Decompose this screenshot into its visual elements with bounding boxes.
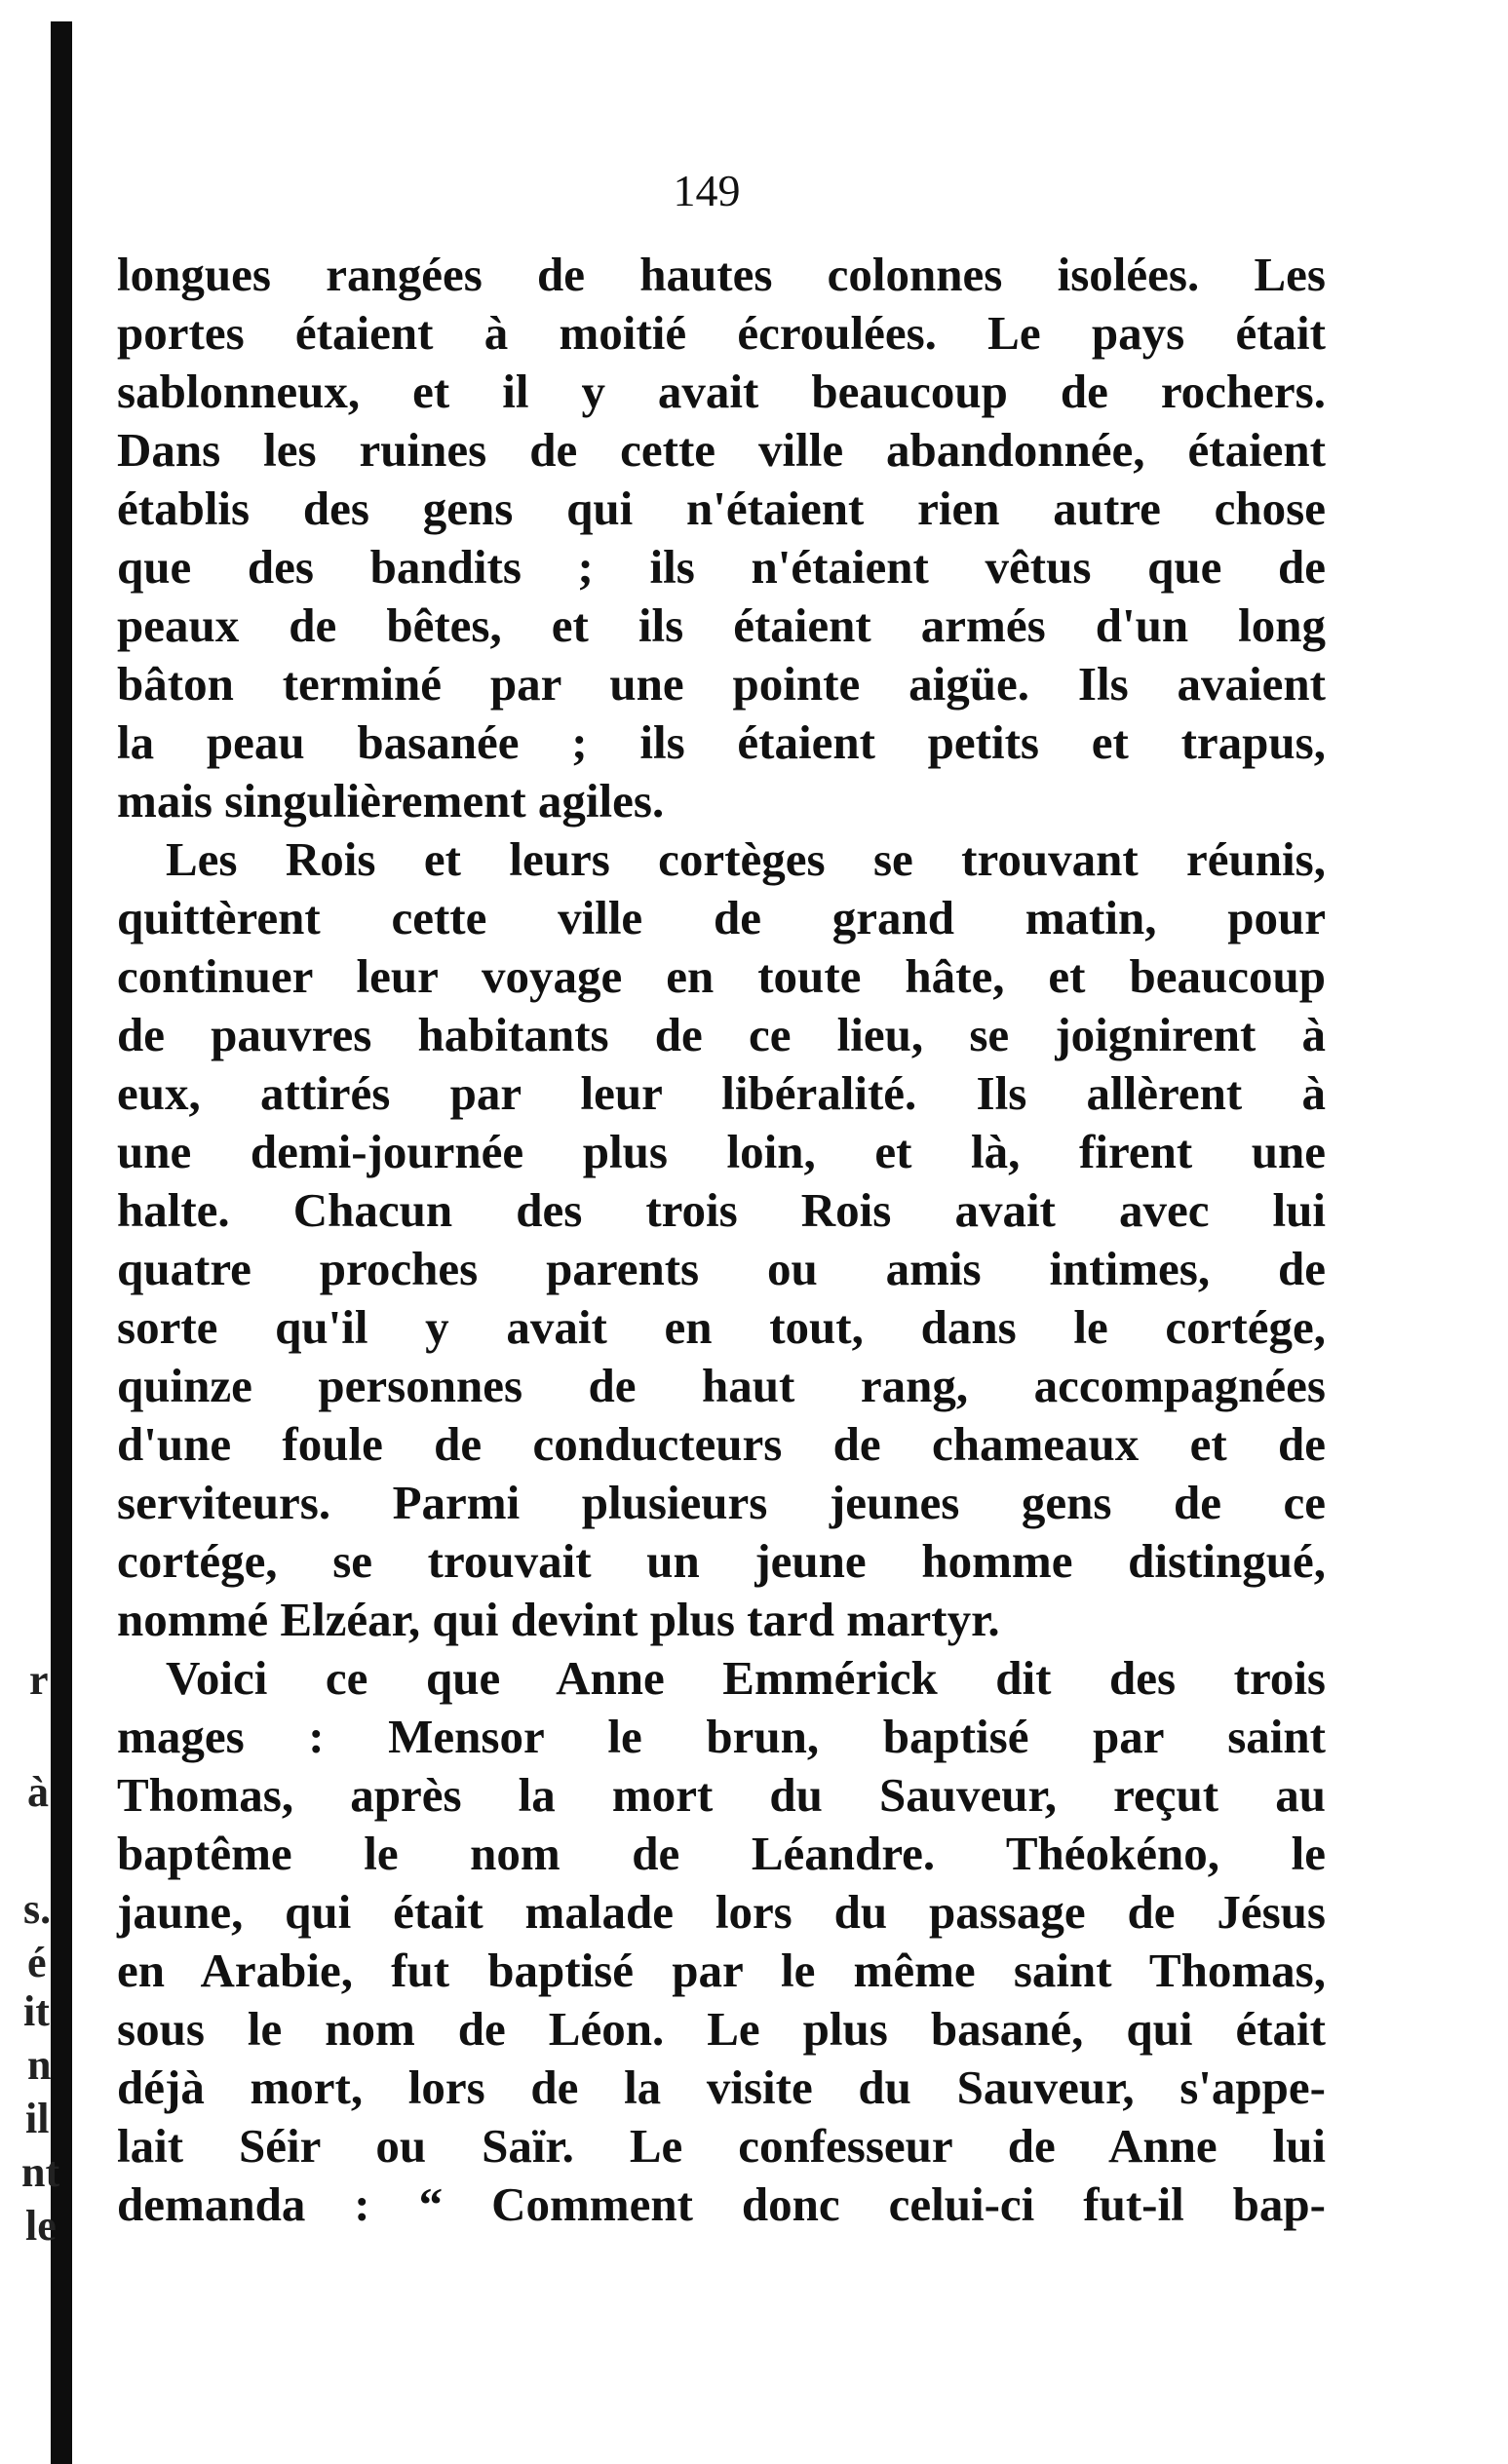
margin-mark: le bbox=[25, 2202, 57, 2250]
text-line: sablonneux, et il y avait beaucoup de rochers. bbox=[117, 365, 1326, 418]
text-line: peaux de bêtes, et ils étaient armés d'un long bbox=[117, 598, 1326, 652]
margin-mark: s. bbox=[23, 1885, 52, 1933]
margin-mark: it bbox=[23, 1987, 50, 2035]
margin-mark: r bbox=[29, 1656, 49, 1704]
text-line: de pauvres habitants de ce lieu, se joignirent à bbox=[117, 1008, 1326, 1061]
margin-mark: il bbox=[25, 2095, 50, 2142]
text-line: mais singulièrement agiles. bbox=[117, 774, 665, 828]
text-line: serviteurs. Parmi plusieurs jeunes gens de ce bbox=[117, 1476, 1326, 1529]
text-line: en Arabie, fut baptisé par le même saint Thomas, bbox=[117, 1944, 1326, 1997]
text-line: établis des gens qui n'étaient rien autre chose bbox=[117, 481, 1326, 535]
text-line: sorte qu'il y avait en tout, dans le cortége, bbox=[117, 1300, 1326, 1354]
text-line: jaune, qui était malade lors du passage de Jésus bbox=[117, 1885, 1326, 1939]
text-line: d'une foule de conducteurs de chameaux et de bbox=[117, 1417, 1326, 1471]
binding-edge bbox=[51, 21, 72, 2464]
margin-mark: à bbox=[27, 1768, 49, 1816]
text-line: nommé Elzéar, qui devint plus tard martyr. bbox=[117, 1593, 1000, 1646]
text-line: cortége, se trouvait un jeune homme distingué, bbox=[117, 1534, 1326, 1588]
text-line: mages : Mensor le brun, baptisé par saint bbox=[117, 1710, 1326, 1763]
text-line: quinze personnes de haut rang, accompagnées bbox=[117, 1359, 1326, 1412]
text-line: déjà mort, lors de la visite du Sauveur, s'appe- bbox=[117, 2060, 1326, 2114]
body-text bbox=[117, 246, 1326, 2390]
text-line: baptême le nom de Léandre. Théokéno, le bbox=[117, 1827, 1326, 1880]
text-line: bâton terminé par une pointe aigüe. Ils avaient bbox=[117, 657, 1326, 711]
text-line: demanda : “ Comment donc celui-ci fut-il bap- bbox=[117, 2177, 1326, 2231]
margin-mark: é bbox=[27, 1939, 47, 1986]
text-line: quatre proches parents ou amis intimes, de bbox=[117, 1242, 1326, 1295]
text-line: halte. Chacun des trois Rois avait avec lui bbox=[117, 1183, 1326, 1237]
text-line: une demi-journée plus loin, et là, firent une bbox=[117, 1125, 1326, 1178]
text-line: sous le nom de Léon. Le plus basané, qui était bbox=[117, 2002, 1326, 2056]
text-line: longues rangées de hautes colonnes isolées. Les bbox=[117, 248, 1326, 301]
text-line: Voici ce que Anne Emmérick dit des trois bbox=[166, 1651, 1326, 1705]
text-line: Thomas, après la mort du Sauveur, reçut au bbox=[117, 1768, 1326, 1822]
margin-mark: nt bbox=[21, 2148, 60, 2196]
text-line: quittèrent cette ville de grand matin, pour bbox=[117, 891, 1326, 944]
text-line: eux, attirés par leur libéralité. Ils allèrent à bbox=[117, 1066, 1326, 1120]
text-line: que des bandits ; ils n'étaient vêtus que de bbox=[117, 540, 1326, 594]
page-number: 149 bbox=[673, 166, 741, 215]
text-line: lait Séir ou Saïr. Le confesseur de Anne lui bbox=[117, 2119, 1326, 2173]
text-line: Les Rois et leurs cortèges se trouvant réunis, bbox=[166, 832, 1326, 886]
text-line: portes étaient à moitié écroulées. Le pays était bbox=[117, 306, 1326, 360]
text-line: la peau basanée ; ils étaient petits et trapus, bbox=[117, 715, 1326, 769]
text-line: continuer leur voyage en toute hâte, et beaucoup bbox=[117, 949, 1326, 1003]
margin-mark: n bbox=[27, 2041, 52, 2089]
text-line: Dans les ruines de cette ville abandonnée, étaient bbox=[117, 423, 1326, 477]
